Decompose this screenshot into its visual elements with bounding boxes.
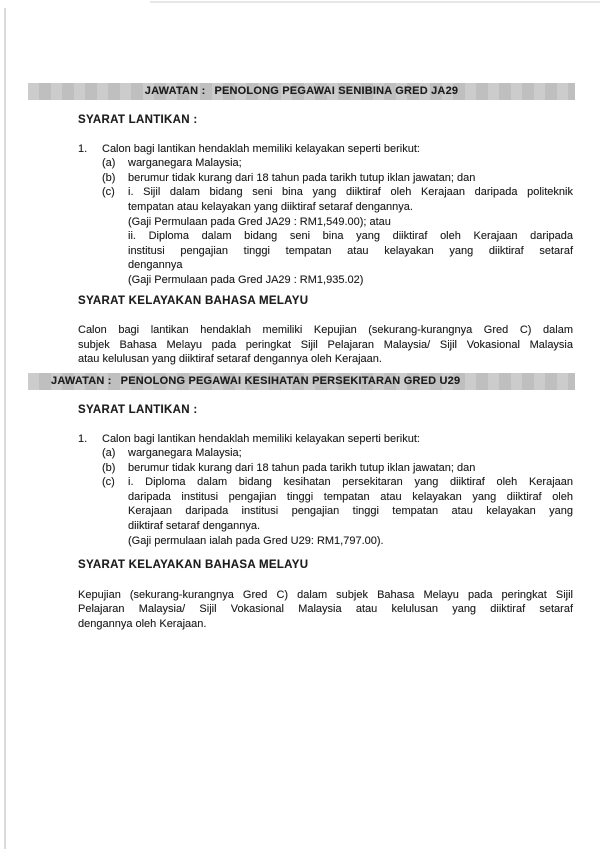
jawatan-label: JAWATAN : — [51, 374, 112, 387]
salary-note: (Gaji permulaan ialah pada Gred U29: RM1,797.00). — [128, 534, 384, 547]
job-section-ja29 — [0, 83, 600, 367]
bahasa-paragraph-line: subjek Bahasa Melayu pada peringkat Sijil Pelajaran Malaysia/ Sijil Vokasional Malaysia — [78, 338, 573, 351]
sub-item-b — [102, 461, 573, 476]
sub-item-c — [102, 185, 573, 287]
list-intro: Calon bagi lantikan hendaklah memiliki kelayakan seperti berikut: — [102, 142, 420, 155]
qualification-option-ii-line: dengannya — [128, 259, 183, 272]
bahasa-paragraph-line: Calon bagi lantikan hendaklah memiliki Kepujian (sekurang-kurangnya Gred C) dalam — [78, 324, 573, 337]
qualification-option-i-line: i. Diploma dalam bidang kesihatan persekitaran yang diiktiraf oleh Kerajaan — [128, 476, 573, 489]
sub-item-c — [102, 475, 573, 548]
qualification-option-i-line: daripada institusi pengajian tinggi tempatan atau kelayakan yang diiktiraf oleh — [128, 490, 573, 503]
bahasa-paragraph-line: Pelajaran Malaysia/ Sijil Vokasional Malaysia atau kelulusan yang diiktiraf setaraf — [78, 603, 573, 616]
sub-item-b — [102, 171, 573, 186]
qualification-option-ii-line: ii. Diploma dalam bidang seni bina yang diiktiraf oleh Kerajaan daripada — [128, 230, 573, 243]
sub-item-marker: (c) — [102, 476, 115, 489]
sub-item-marker: (c) — [102, 186, 115, 199]
sub-item-text: warganegara Malaysia; — [128, 447, 242, 460]
job-title-bar — [28, 83, 575, 100]
requirements-list — [78, 142, 573, 288]
syarat-lantikan-heading: SYARAT LANTIKAN : — [78, 403, 198, 416]
bahasa-paragraph-line: atau kelulusan yang diiktiraf setaraf dengannya oleh Kerajaan. — [78, 353, 382, 366]
sub-item-a — [102, 156, 573, 171]
bahasa-paragraph-line: dengannya oleh Kerajaan. — [78, 618, 207, 631]
sub-item-marker: (b) — [102, 171, 116, 184]
job-section-u29 — [0, 373, 600, 632]
qualification-option-i-line: i. Sijil dalam bidang seni bina yang diiktiraf oleh Kerajaan daripada politeknik — [128, 186, 573, 199]
job-title-bar — [28, 373, 575, 390]
qualification-option-ii-line: institusi pengajian tinggi tempatan atau kelayakan yang diiktiraf setaraf — [128, 244, 573, 257]
sub-item-marker: (b) — [102, 461, 116, 474]
qualification-details — [128, 475, 573, 548]
list-intro: Calon bagi lantikan hendaklah memiliki kelayakan seperti berikut: — [102, 432, 420, 445]
list-number: 1. — [78, 432, 88, 445]
sub-item-marker: (a) — [102, 447, 116, 460]
sub-item-text: warganegara Malaysia; — [128, 157, 242, 170]
job-title: PENOLONG PEGAWAI KESIHATAN PERSEKITARAN GRED U29 — [120, 374, 461, 387]
qualification-details — [128, 185, 573, 287]
sub-item-marker: (a) — [102, 157, 116, 170]
qualification-option-i-line: tempatan atau kelayakan yang diiktiraf setaraf dengannya. — [128, 200, 413, 213]
salary-note: (Gaji Permulaan pada Gred JA29 : RM1,549.00); atau — [128, 215, 391, 228]
list-body — [102, 142, 573, 288]
sub-item-text: berumur tidak kurang dari 18 tahun pada tarikh tutup iklan jawatan; dan — [128, 461, 476, 474]
scan-artifact-top-edge — [150, 1, 600, 3]
syarat-bahasa-heading: SYARAT KELAYAKAN BAHASA MELAYU — [78, 294, 309, 307]
qualification-option-i-line: Kerajaan daripada institusi pengajian tinggi tempatan atau kelayakan yang — [128, 505, 573, 518]
syarat-lantikan-heading: SYARAT LANTIKAN : — [78, 114, 198, 126]
list-number: 1. — [78, 142, 88, 155]
requirements-list — [78, 432, 573, 549]
syarat-bahasa-heading: SYARAT KELAYAKAN BAHASA MELAYU — [78, 559, 309, 572]
scan-artifact-left-edge — [4, 8, 6, 849]
salary-note: (Gaji Permulaan pada Gred JA29 : RM1,935.02) — [128, 273, 364, 286]
qualification-option-i-line: diiktiraf setaraf dengannya. — [128, 520, 261, 533]
bahasa-paragraph — [78, 323, 573, 367]
job-title: PENOLONG PEGAWAI SENIBINA GRED JA29 — [214, 85, 459, 97]
bahasa-paragraph — [78, 588, 573, 632]
list-body — [102, 432, 573, 549]
sub-item-a — [102, 446, 573, 461]
sub-item-text: berumur tidak kurang dari 18 tahun pada tarikh tutup iklan jawatan; dan — [128, 171, 476, 184]
bahasa-paragraph-line: Kepujian (sekurang-kurangnya Gred C) dalam subjek Bahasa Melayu pada peringkat Sijil — [78, 588, 573, 601]
jawatan-label: JAWATAN : — [144, 85, 206, 97]
